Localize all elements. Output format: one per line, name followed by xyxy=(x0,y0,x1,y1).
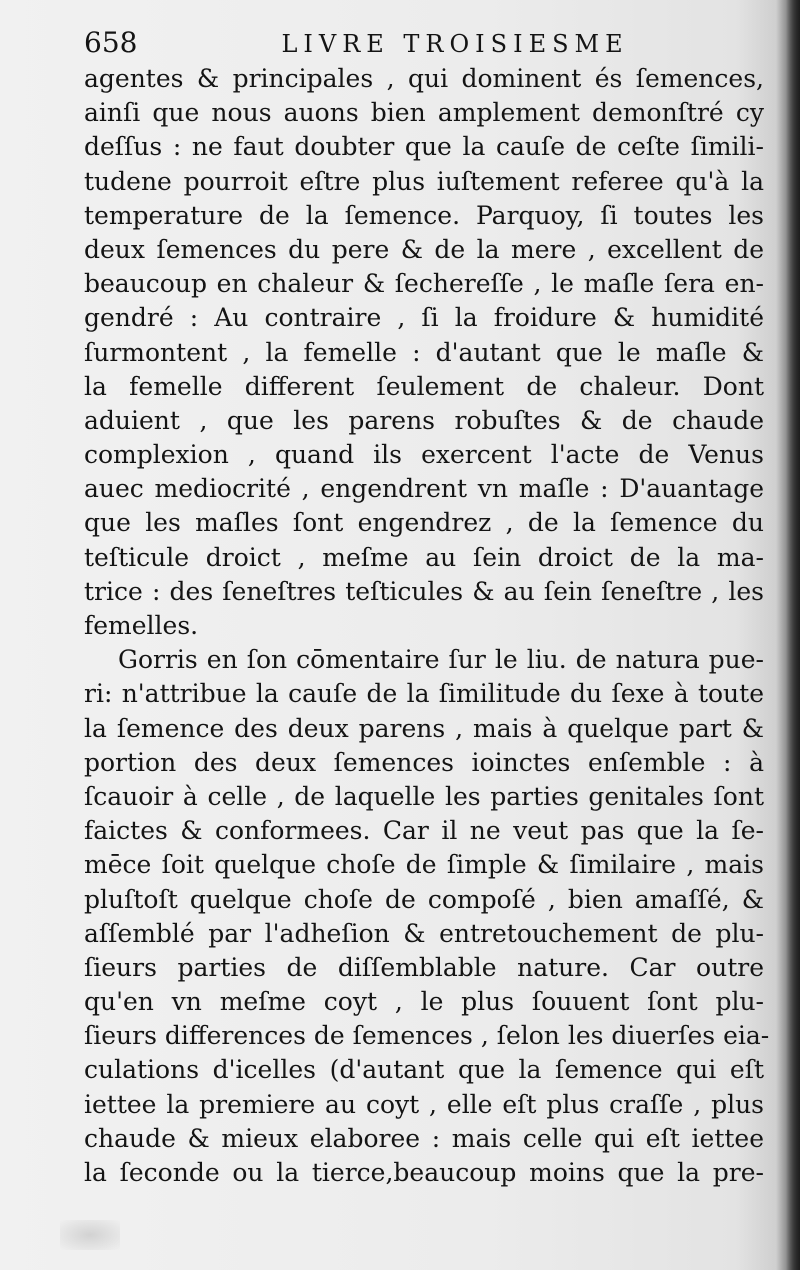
text-line: iettee la premiere au coyt , elle eſt plus craſſe , plus xyxy=(84,1089,764,1119)
page-edge-shadow xyxy=(786,0,800,1270)
text-line: culations d'icelles (d'autant que la ſemence qui eſt xyxy=(84,1055,764,1085)
text-line: auec mediocrité , engendrent vn maſle : D'auantage xyxy=(84,474,764,504)
text-line: deſſus : ne faut doubter que la cauſe de ceſte ſimili- xyxy=(84,132,764,162)
text-line: que les maſles ſont engendrez , de la ſemence du xyxy=(84,508,764,538)
page-number: 658 xyxy=(84,26,138,59)
text-line: chaude & mieux elaboree : mais celle qui eſt iettee xyxy=(84,1123,764,1153)
text-line: Gorris en ſon cōmentaire ſur le liu. de natura pue- xyxy=(118,645,764,675)
body-text xyxy=(84,62,770,1190)
page-header xyxy=(84,26,664,66)
text-line: pluſtoſt quelque choſe de compoſé , bien amaſſé, & xyxy=(84,884,764,914)
text-line: aſſemblé par l'adheſion & entretouchement de plu- xyxy=(84,918,764,948)
text-line: teſticule droict , meſme au ſein droict de la ma- xyxy=(84,542,764,572)
ink-smudge xyxy=(60,1220,120,1250)
text-line: ſurmontent , la femelle : d'autant que le maſle & xyxy=(84,337,764,367)
text-line: deux ſemences du pere & de la mere , excellent de xyxy=(84,234,764,264)
text-line: ri: n'attribue la cauſe de la ſimilitude du ſexe à toute xyxy=(84,679,764,709)
text-line: mēce ſoit quelque choſe de ſimple & ſimilaire , mais xyxy=(84,850,764,880)
text-line: ſcauoir à celle , de laquelle les parties genitales ſont xyxy=(84,781,764,811)
text-line: gendré : Au contraire , ſi la froidure & humidité xyxy=(84,303,764,333)
text-line: faictes & conformees. Car il ne veut pas que la ſe- xyxy=(84,816,764,846)
text-line: tudene pourroit eſtre plus iuſtement referee qu'à la xyxy=(84,166,764,196)
text-line: la ſeconde ou la tierce,beaucoup moins que la pre- xyxy=(84,1158,764,1187)
text-line: beaucoup en chaleur & ſechereſſe , le maſle ſera en- xyxy=(84,269,764,299)
text-line: aduient , que les parens robuſtes & de chaude xyxy=(84,405,764,435)
text-line: femelles. xyxy=(84,611,199,640)
text-line: qu'en vn meſme coyt , le plus ſouuent ſont plu- xyxy=(84,987,764,1017)
text-line: agentes & principales , qui dominent és ſemences, xyxy=(84,64,764,93)
text-line: la ſemence des deux parens , mais à quelque part & xyxy=(84,713,764,743)
text-line: temperature de la ſemence. Parquoy, ſi toutes les xyxy=(84,200,764,230)
text-line: ſieurs differences de ſemences , ſelon les diuerſes eia- xyxy=(84,1021,770,1051)
text-line: complexion , quand ils exercent l'acte de Venus xyxy=(84,440,764,470)
running-head: LIVRE TROISIESME xyxy=(281,30,629,58)
text-line: ainſi que nous auons bien amplement demonſtré cy xyxy=(84,98,764,128)
text-line: portion des deux ſemences ioinctes enſemble : à xyxy=(84,747,764,777)
text-line: la femelle different ſeulement de chaleur. Dont xyxy=(84,371,764,401)
text-line: trice : des ſeneſtres teſticules & au ſein ſeneſtre , les xyxy=(84,576,764,606)
text-line: ſieurs parties de diſſemblable nature. Car outre xyxy=(84,952,764,982)
